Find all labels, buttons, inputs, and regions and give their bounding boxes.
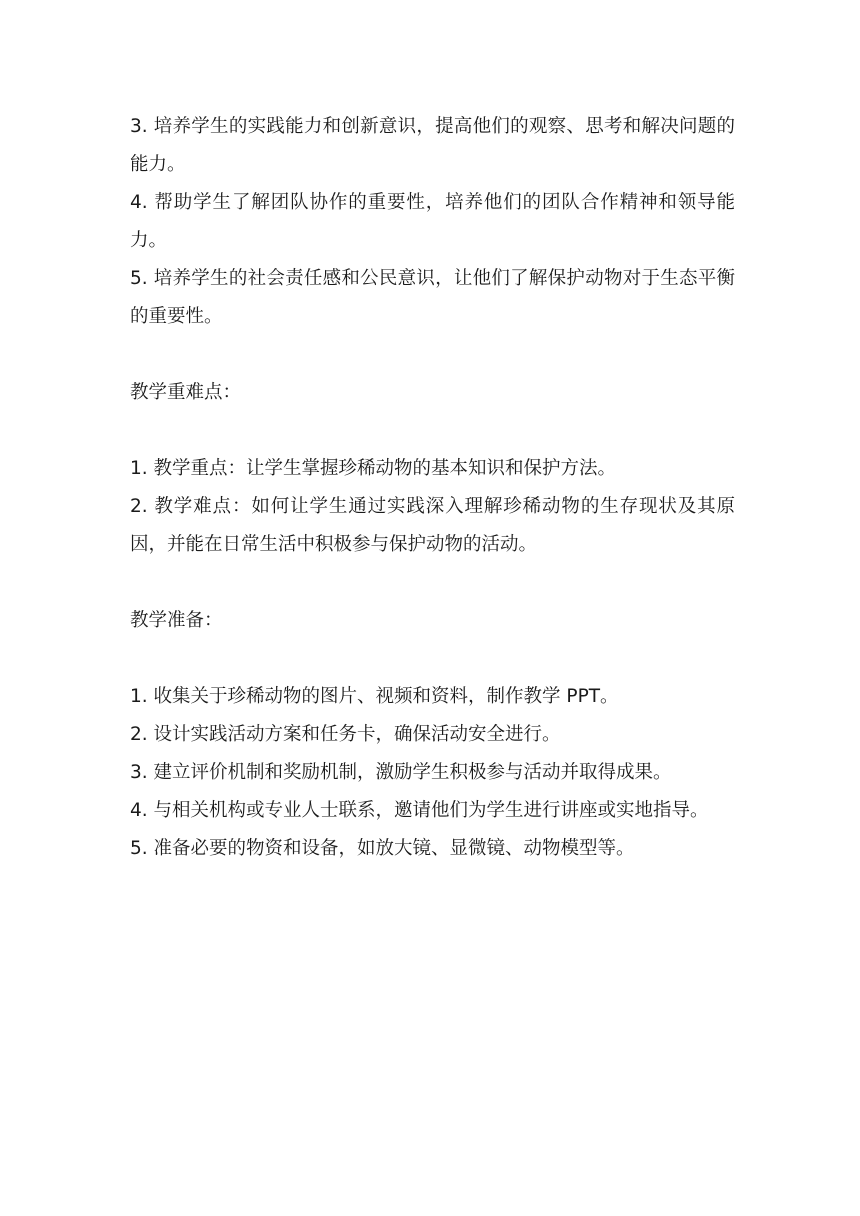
section-gap [130,640,735,678]
document-body [130,108,735,868]
key-point-item-2: 2. 教学难点：如何让学生通过实践深入理解珍稀动物的生存现状及其原因，并能在日常生活中积极参与保护动物的活动。 [130,496,735,555]
objective-item-4: 4. 帮助学生了解团队协作的重要性，培养他们的团队合作精神和领导能力。 [130,192,735,251]
preparation-item-5: 5. 准备必要的物资和设备，如放大镜、显微镜、动物模型等。 [130,838,635,859]
preparation-item-4: 4. 与相关机构或专业人士联系，邀请他们为学生进行讲座或实地指导。 [130,800,709,821]
preparation-item-3: 3. 建立评价机制和奖励机制，激励学生积极参与活动并取得成果。 [130,762,672,783]
section-gap [130,336,735,374]
preparation-heading: 教学准备： [130,610,223,631]
objective-item-3: 3. 培养学生的实践能力和创新意识，提高他们的观察、思考和解决问题的能力。 [130,116,735,175]
objective-item-5: 5. 培养学生的社会责任感和公民意识，让他们了解保护动物对于生态平衡的重要性。 [130,268,735,327]
preparation-item-1: 1. 收集关于珍稀动物的图片、视频和资料，制作教学 PPT。 [130,686,619,707]
preparation-item-2: 2. 设计实践活动方案和任务卡，确保活动安全进行。 [130,724,561,745]
section-gap [130,564,735,602]
section-gap [130,412,735,450]
key-points-heading: 教学重难点： [130,382,242,403]
key-point-item-1: 1. 教学重点：让学生掌握珍稀动物的基本知识和保护方法。 [130,458,617,479]
